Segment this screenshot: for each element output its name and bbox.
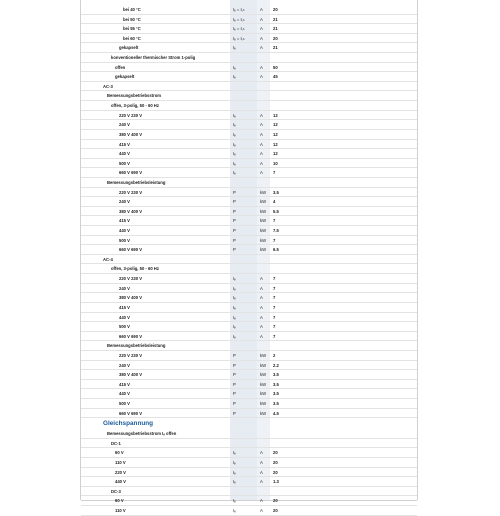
- spec-row: [81, 361, 417, 371]
- spec-value: 12: [273, 151, 278, 157]
- spec-label: 240 V: [119, 362, 130, 368]
- spec-row: [81, 245, 417, 255]
- spec-unit: A: [260, 151, 263, 157]
- spec-symbol: Iₑ = Iₜₕ: [233, 35, 245, 41]
- spec-value: 7: [273, 218, 276, 224]
- spec-unit: A: [260, 295, 263, 301]
- spec-label: gekapselt: [119, 45, 139, 51]
- spec-row: [81, 140, 417, 150]
- spec-symbol: P: [233, 247, 236, 253]
- spec-row: [81, 370, 417, 380]
- spec-symbol: P: [233, 372, 236, 378]
- spec-label: AC-4: [103, 256, 113, 262]
- spec-row: [81, 101, 417, 111]
- spec-label: 660 V 690 V: [119, 170, 143, 176]
- spec-label: 60 V: [115, 450, 124, 456]
- spec-value: 3.5: [273, 372, 279, 378]
- spec-label: 500 V: [119, 324, 130, 330]
- spec-label: 660 V 690 V: [119, 247, 143, 253]
- spec-label: 220 V 230 V: [119, 352, 143, 358]
- spec-unit: kW: [260, 391, 267, 397]
- spec-unit: A: [260, 160, 263, 166]
- spec-value: 7: [273, 333, 276, 339]
- spec-unit: A: [260, 141, 263, 147]
- spec-unit: kW: [260, 218, 267, 224]
- spec-symbol: Iₑ: [233, 508, 236, 514]
- spec-value: 7.5: [273, 228, 279, 234]
- spec-unit: kW: [260, 237, 267, 243]
- spec-symbol: P: [233, 352, 236, 358]
- spec-symbol: Iₑ: [233, 285, 236, 291]
- spec-row: [81, 496, 417, 506]
- spec-symbol: Iₑ = Iₜₕ: [233, 7, 245, 12]
- spec-unit: A: [260, 333, 263, 339]
- spec-unit: kW: [260, 410, 267, 416]
- spec-value: 20: [273, 450, 278, 456]
- spec-label: Bemessungsbetriebsstrom: [107, 93, 161, 99]
- spec-label: 380 V 400 V: [119, 208, 143, 214]
- spec-symbol: Iₑ: [233, 170, 236, 176]
- spec-symbol: Iₑ: [233, 74, 236, 80]
- spec-symbol: P: [233, 189, 236, 195]
- spec-label: 440 V: [119, 391, 130, 397]
- section-heading-row: [81, 418, 417, 429]
- spec-value: 4.5: [273, 410, 279, 416]
- spec-symbol: Iₑ: [233, 122, 236, 128]
- spec-label: 415 V: [119, 141, 130, 147]
- spec-label: 440 V: [115, 479, 126, 485]
- spec-symbol: Iₑ: [233, 295, 236, 301]
- spec-symbol: Iₑ: [233, 276, 236, 282]
- spec-unit: A: [260, 304, 263, 310]
- spec-label: 415 V: [119, 218, 130, 224]
- spec-row: [81, 15, 417, 25]
- spec-label: 415 V: [119, 304, 130, 310]
- spec-row: [81, 197, 417, 207]
- spec-value: 7: [273, 285, 276, 291]
- spec-unit: A: [260, 170, 263, 176]
- spec-row: [81, 168, 417, 178]
- spec-row: [81, 216, 417, 226]
- spec-symbol: P: [233, 381, 236, 387]
- spec-row: [81, 91, 417, 101]
- spec-row: [81, 293, 417, 303]
- spec-row: [81, 53, 417, 63]
- spec-label: bei 60 °C: [123, 35, 141, 41]
- spec-row: [81, 439, 417, 449]
- spec-row: [81, 313, 417, 323]
- spec-symbol: Iₑ: [233, 131, 236, 137]
- spec-unit: kW: [260, 189, 267, 195]
- spec-unit: A: [260, 112, 263, 118]
- spec-unit: kW: [260, 199, 267, 205]
- spec-row: [81, 226, 417, 236]
- spec-label: 220 V 230 V: [119, 112, 143, 118]
- spec-unit: A: [260, 122, 263, 128]
- spec-symbol: P: [233, 410, 236, 416]
- spec-unit: A: [260, 74, 263, 80]
- spec-label: 500 V: [119, 160, 130, 166]
- spec-symbol: Iₑ: [233, 460, 236, 466]
- spec-label: 240 V: [119, 122, 130, 128]
- spec-label: 240 V: [119, 285, 130, 291]
- spec-value: 3.5: [273, 391, 279, 397]
- spec-label: 110 V: [115, 460, 126, 466]
- spec-value: 21: [273, 26, 278, 32]
- spec-label: 240 V: [119, 199, 130, 205]
- spec-label: bei 55 °C: [123, 26, 141, 32]
- spec-value: 7: [273, 237, 276, 243]
- spec-symbol: P: [233, 400, 236, 406]
- spec-value: 3.5: [273, 381, 279, 387]
- spec-row: [81, 448, 417, 458]
- spec-symbol: Iₑ: [233, 112, 236, 118]
- spec-symbol: Iₑ: [233, 151, 236, 157]
- spec-label: Bemessungsbetriebsleistung: [107, 343, 166, 349]
- spec-row: [81, 389, 417, 399]
- spec-value: 5.5: [273, 208, 279, 214]
- spec-label: 380 V 400 V: [119, 372, 143, 378]
- spec-value: 20: [273, 469, 278, 475]
- spec-label: DC-3: [111, 488, 121, 494]
- spec-value: 20: [273, 508, 278, 514]
- spec-label: gekapselt: [115, 74, 135, 80]
- spec-label: AC-3: [103, 83, 113, 89]
- spec-unit: kW: [260, 362, 267, 368]
- spec-row: [81, 380, 417, 390]
- spec-value: 4: [273, 199, 276, 205]
- spec-row: [81, 24, 417, 34]
- spec-value: 3.5: [273, 400, 279, 406]
- spec-symbol: P: [233, 362, 236, 368]
- spec-row: [81, 255, 417, 265]
- spec-unit: kW: [260, 228, 267, 234]
- spec-row: [81, 458, 417, 468]
- spec-unit: A: [260, 7, 263, 12]
- spec-unit: A: [260, 35, 263, 41]
- spec-label: 380 V 400 V: [119, 131, 143, 137]
- spec-value: 7: [273, 295, 276, 301]
- spec-row: [81, 332, 417, 342]
- spec-row: [81, 487, 417, 497]
- spec-symbol: Iₑ = Iₜₕ: [233, 26, 245, 32]
- spec-unit: kW: [260, 372, 267, 378]
- spec-unit: A: [260, 314, 263, 320]
- spec-unit: kW: [260, 208, 267, 214]
- spec-label: 440 V: [119, 151, 130, 157]
- spec-unit: kW: [260, 352, 267, 358]
- spec-value: 6.5: [273, 247, 279, 253]
- spec-row: [81, 63, 417, 73]
- spec-row: [81, 72, 417, 82]
- spec-value: 50: [273, 64, 278, 70]
- spec-value: 20: [273, 498, 278, 504]
- spec-unit: A: [260, 26, 263, 32]
- spec-label: konventioneller thermischer Strom 1-polig: [111, 55, 196, 61]
- spec-symbol: Iₑ: [233, 314, 236, 320]
- spec-value: 1.3: [273, 479, 279, 485]
- spec-symbol: Iₑ: [233, 324, 236, 330]
- spec-unit: kW: [260, 247, 267, 253]
- spec-row: [81, 322, 417, 332]
- spec-symbol: Iₑ: [233, 469, 236, 475]
- spec-value: 20: [273, 7, 278, 12]
- spec-unit: A: [260, 479, 263, 485]
- spec-symbol: P: [233, 237, 236, 243]
- spec-unit: A: [260, 285, 263, 291]
- spec-row: [81, 188, 417, 198]
- spec-row: [81, 5, 417, 15]
- spec-row: [81, 43, 417, 53]
- spec-label: 110 V: [115, 508, 126, 514]
- spec-symbol: Iₑ: [233, 498, 236, 504]
- spec-symbol: Iₑ: [233, 333, 236, 339]
- spec-label: offen, 3-polig, 50 - 60 Hz: [111, 266, 159, 272]
- spec-value: 3.5: [273, 189, 279, 195]
- spec-label: 660 V 690 V: [119, 410, 143, 416]
- spec-row: [81, 303, 417, 313]
- spec-row: [81, 111, 417, 121]
- spec-unit: A: [260, 276, 263, 282]
- spec-row: [81, 159, 417, 169]
- spec-label: 440 V: [119, 228, 130, 234]
- spec-row: [81, 409, 417, 419]
- spec-label: 220 V 230 V: [119, 189, 143, 195]
- section-heading: Gleichspannung: [103, 420, 154, 428]
- spec-unit: A: [260, 450, 263, 456]
- spec-row: [81, 34, 417, 44]
- spec-label: 380 V 400 V: [119, 295, 143, 301]
- spec-row: [81, 82, 417, 92]
- spec-label: 220 V 230 V: [119, 276, 143, 282]
- spec-symbol: Iₑ: [233, 450, 236, 456]
- spec-value: 12: [273, 141, 278, 147]
- spec-value: 2: [273, 352, 276, 358]
- spec-table: [81, 5, 417, 516]
- spec-value: 12: [273, 122, 278, 128]
- spec-unit: A: [260, 16, 263, 22]
- spec-value: 2.2: [273, 362, 279, 368]
- spec-symbol: P: [233, 218, 236, 224]
- spec-unit: A: [260, 64, 263, 70]
- spec-symbol: Iₑ = Iₜₕ: [233, 16, 245, 22]
- spec-row: [81, 284, 417, 294]
- spec-symbol: Iₑ: [233, 141, 236, 147]
- spec-label: bei 40 °C: [123, 7, 141, 12]
- spec-label: 500 V: [119, 237, 130, 243]
- spec-row: [81, 149, 417, 159]
- spec-value: 12: [273, 112, 278, 118]
- spec-unit: A: [260, 324, 263, 330]
- spec-label: Bemessungsbetriebsstrom Iₑ offen: [107, 431, 177, 437]
- spec-row: [81, 264, 417, 274]
- spec-value: 7: [273, 324, 276, 330]
- spec-unit: A: [260, 498, 263, 504]
- spec-symbol: P: [233, 208, 236, 214]
- spec-row: [81, 178, 417, 188]
- spec-label: offen, 3-polig, 50 - 60 Hz: [111, 103, 159, 109]
- spec-label: Bemessungsbetriebsleistung: [107, 179, 166, 185]
- spec-value: 7: [273, 276, 276, 282]
- spec-row: [81, 341, 417, 351]
- spec-row: [81, 130, 417, 140]
- spec-unit: kW: [260, 381, 267, 387]
- spec-label: offen: [115, 64, 126, 70]
- spec-symbol: P: [233, 199, 236, 205]
- spec-unit: A: [260, 45, 263, 51]
- spec-value: 20: [273, 35, 278, 41]
- spec-unit: A: [260, 131, 263, 137]
- spec-symbol: Iₑ: [233, 304, 236, 310]
- spec-symbol: Iₑ: [233, 64, 236, 70]
- spec-label: 60 V: [115, 498, 124, 504]
- spec-label: 500 V: [119, 400, 130, 406]
- spec-row: [81, 399, 417, 409]
- spec-row: [81, 506, 417, 516]
- spec-row: [81, 351, 417, 361]
- spec-unit: A: [260, 460, 263, 466]
- spec-row: [81, 477, 417, 487]
- spec-symbol: P: [233, 391, 236, 397]
- spec-label: 660 V 690 V: [119, 333, 143, 339]
- spec-symbol: Iₑ: [233, 479, 236, 485]
- spec-value: 10: [273, 160, 278, 166]
- spec-unit: kW: [260, 400, 267, 406]
- spec-value: 7: [273, 314, 276, 320]
- spec-label: 220 V: [115, 469, 126, 475]
- spec-value: 21: [273, 45, 278, 51]
- spec-value: 12: [273, 131, 278, 137]
- spec-row: [81, 468, 417, 478]
- spec-symbol: Iₑ: [233, 160, 236, 166]
- spec-symbol: Iₑ: [233, 45, 236, 51]
- spec-value: 20: [273, 460, 278, 466]
- spec-row: [81, 120, 417, 130]
- spec-row: [81, 429, 417, 439]
- spec-label: bei 50 °C: [123, 16, 141, 22]
- spec-unit: A: [260, 508, 263, 514]
- spec-row: [81, 236, 417, 246]
- spec-value: 7: [273, 304, 276, 310]
- spec-label: 415 V: [119, 381, 130, 387]
- spec-label: DC-1: [111, 440, 121, 446]
- spec-unit: A: [260, 469, 263, 475]
- spec-row: [81, 207, 417, 217]
- spec-value: 7: [273, 170, 276, 176]
- spec-value: 45: [273, 74, 278, 80]
- spec-sheet-page: [81, 0, 417, 514]
- spec-row: [81, 274, 417, 284]
- spec-label: 440 V: [119, 314, 130, 320]
- spec-symbol: P: [233, 228, 236, 234]
- spec-value: 21: [273, 16, 278, 22]
